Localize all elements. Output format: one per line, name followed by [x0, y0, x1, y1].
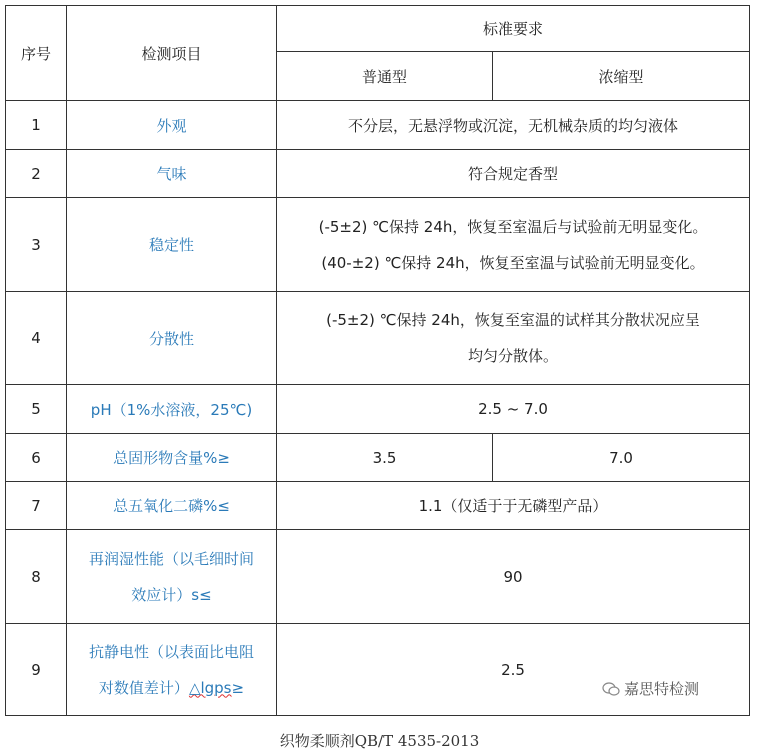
row-requirement: 不分层，无悬浮物或沉淀，无机械杂质的均匀液体: [277, 101, 750, 150]
item-line-part: 对数值差计）: [98, 678, 189, 697]
item-line: 抗静电性（以表面比电阻: [88, 642, 254, 661]
wechat-icon: [602, 682, 620, 696]
row-item: [67, 624, 277, 716]
row-requirement: 2.5: [277, 624, 750, 716]
row-item: 气味: [67, 150, 277, 198]
requirement-line: (-5±2) ℃保持 24h，恢复至室温后与试验前无明显变化。: [318, 217, 708, 236]
watermark-text: 嘉思特检测: [624, 680, 700, 698]
row-item: 总五氧化二磷%≤: [67, 482, 277, 530]
table-row: [6, 101, 750, 150]
row-requirement: [277, 198, 750, 292]
item-line: 效应计）s≤: [131, 585, 212, 604]
requirement-line: 均匀分散体。: [468, 347, 559, 365]
header-concentrated-type: 浓缩型: [493, 52, 750, 101]
row-no: 8: [6, 530, 67, 624]
row-no: 2: [6, 150, 67, 198]
row-item: 分散性: [67, 292, 277, 385]
table-row: [6, 530, 750, 624]
row-requirement-normal: 3.5: [277, 434, 493, 482]
header-no: 序号: [6, 6, 67, 101]
table-row: [6, 482, 750, 530]
caption: 织物柔顺剂QB/T 4535-2013: [279, 732, 480, 750]
row-item: pH（1%水溶液，25℃): [67, 385, 277, 434]
row-requirement: [277, 292, 750, 385]
row-requirement: 符合规定香型: [277, 150, 750, 198]
row-item: 稳定性: [67, 198, 277, 292]
row-no: 1: [6, 101, 67, 150]
row-no: 7: [6, 482, 67, 530]
header-item: 检测项目: [67, 6, 277, 101]
item-line: 再润湿性能（以毛细时间: [88, 549, 254, 568]
spellcheck-underlined-text: △lgps: [188, 678, 232, 697]
table-row: [6, 198, 750, 292]
row-no: 5: [6, 385, 67, 434]
row-item: 外观: [67, 101, 277, 150]
row-no: 3: [6, 198, 67, 292]
row-item: [67, 530, 277, 624]
table-row: [6, 624, 750, 716]
requirement-line: (40-±2) ℃保持 24h，恢复至室温与试验前无明显变化。: [321, 253, 705, 272]
table-row: [6, 434, 750, 482]
row-no: 9: [6, 624, 67, 716]
header-normal-type: 普通型: [277, 52, 493, 101]
item-line: [67, 670, 276, 706]
row-no: 6: [6, 434, 67, 482]
row-requirement: 90: [277, 530, 750, 624]
item-line-part: ≥: [231, 678, 245, 697]
table-row: [6, 292, 750, 385]
row-no: 4: [6, 292, 67, 385]
table-row: [6, 150, 750, 198]
row-requirement-concentrated: 7.0: [493, 434, 750, 482]
watermark: [598, 676, 703, 701]
standard-table: [5, 5, 750, 716]
row-item: 总固形物含量%≥: [67, 434, 277, 482]
requirement-line: (-5±2) ℃保持 24h，恢复至室温的试样其分散状况应呈: [326, 311, 700, 329]
row-requirement: 2.5 ~ 7.0: [277, 385, 750, 434]
header-requirement: 标准要求: [277, 6, 750, 52]
row-requirement: 1.1（仅适于于无磷型产品）: [277, 482, 750, 530]
table-row: [6, 385, 750, 434]
